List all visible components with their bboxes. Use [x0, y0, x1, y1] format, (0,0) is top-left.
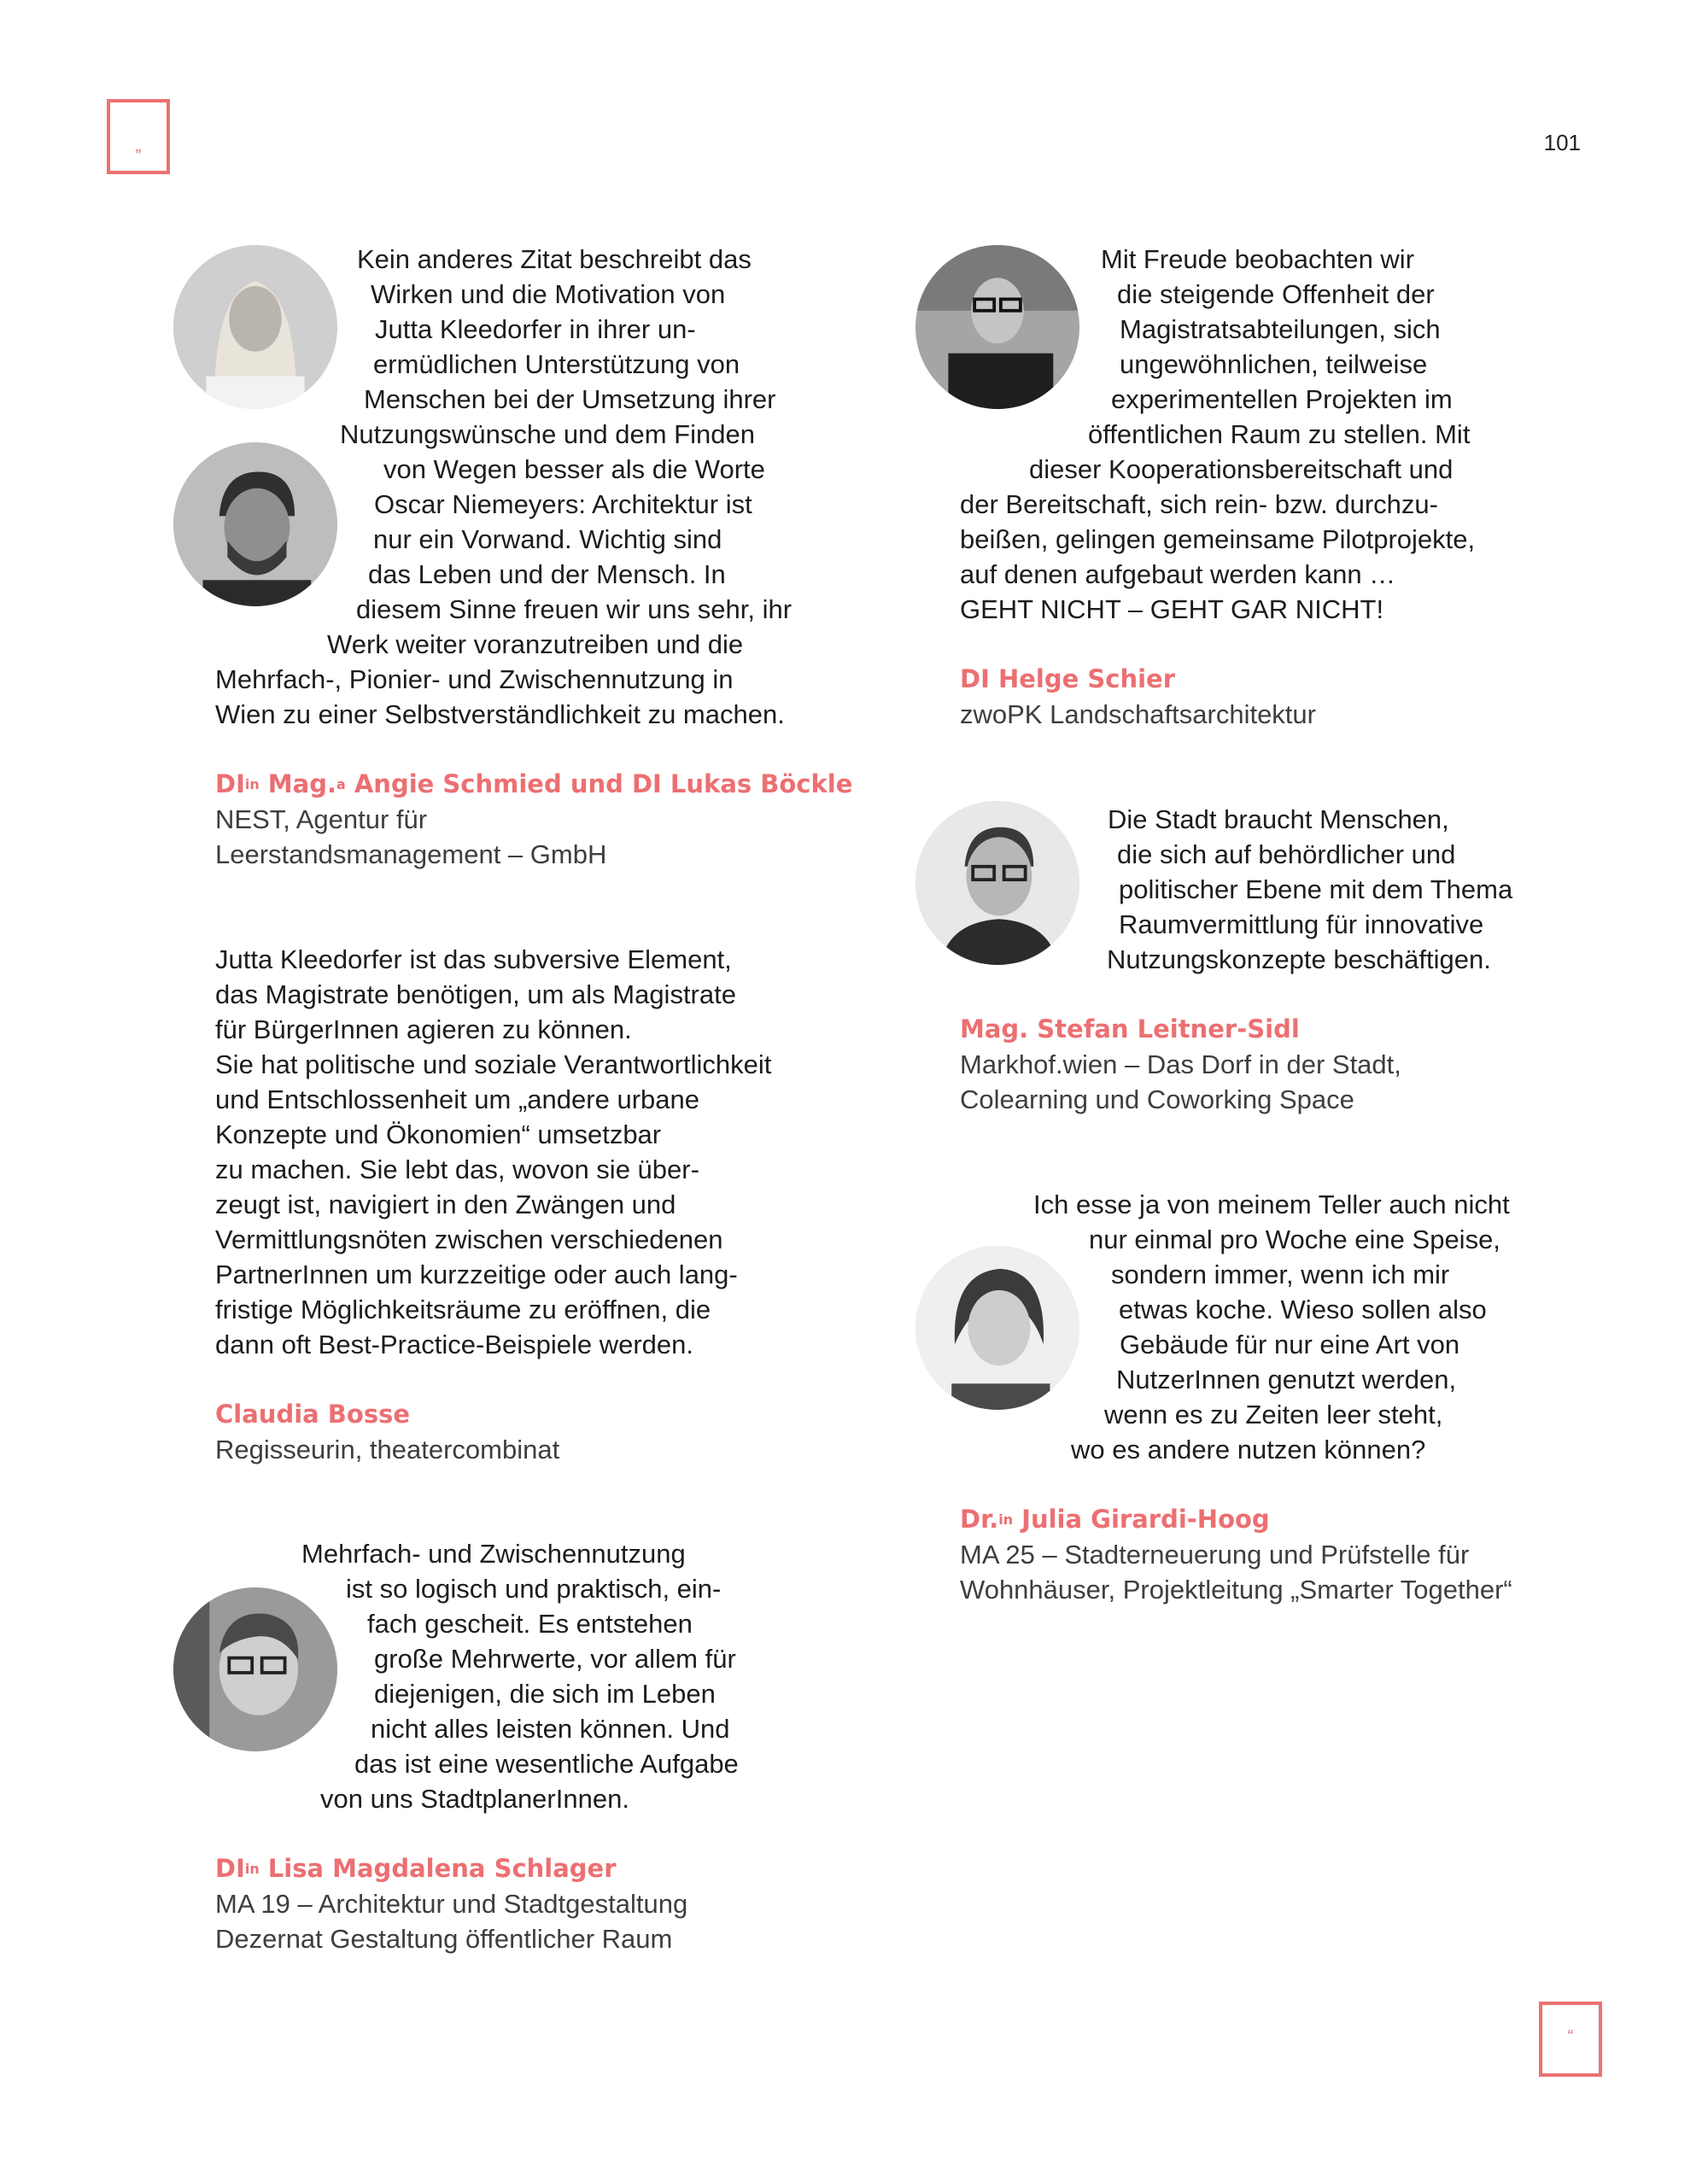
quote-block-stefan-leitner-sidl	[960, 802, 1512, 1117]
opening-quote-mark: „	[107, 99, 170, 174]
author-name: $DI^{in}$ Lisa Magdalena Schlager	[215, 1854, 617, 1883]
quote-block-lisa-schlager	[215, 1536, 739, 1956]
quote-text: Mit Freude beobachten wir die steigende Offenheit der Magistratsabteilungen, sich ungewöhnlichen, teilweise experimentellen Projekten im öffentlichen Raum zu stellen. Mit dieser Kooperationsbereitschaft und der Bereitschaft, sich rein- bzw. durchzu- beißen, gelingen gemeinsame Pilotprojekte, auf denen aufgebaut werden kann … GEHT NICHT – GEHT GAR NICHT!	[960, 244, 1476, 624]
quote-block-claudia-bosse	[215, 942, 771, 1467]
quote-text: Ich esse ja von meinem Teller auch nicht nur einmal pro Woche eine Speise, sondern immer, wenn ich mir etwas koche. Wieso sollen also Gebäude für nur eine Art von NutzerInnen genutzt werden, wenn es zu Zeiten leer steht, wo es andere nutzen können?	[1033, 1190, 1510, 1464]
quote-block-schmied-boeckle	[215, 242, 852, 872]
author-name: Claudia Bosse	[215, 1400, 411, 1429]
quote-block-helge-schier	[960, 242, 1475, 732]
author-organisation: Regisseurin, theatercombinat	[215, 1435, 560, 1464]
quote-block-julia-girardi-hoog	[960, 1187, 1512, 1607]
quote-text: Kein anderes Zitat beschreibt das Wirken und die Motivation von Jutta Kleedorfer in ihrer un- ermüdlichen Unterstützung von Menschen bei der Umsetzung ihrer Nutzungswünsche und dem Finden von Wegen besser als die Worte Oscar Niemeyers: Architektur ist nur ein Vorwand. Wichtig sind das Leben und der Mensch. In diesem Sinne freuen wir uns sehr, ihr Werk weiter voranzutreiben und die Mehrfach-, Pionier- und Zwischennutzung in Wien zu einer Selbstverständlichkeit zu machen.	[215, 244, 793, 729]
author-name: DI Helge Schier	[960, 664, 1175, 693]
author-organisation: zwoPK Landschaftsarchitektur	[960, 699, 1316, 729]
author-organisation: NEST, Agentur für Leerstandsmanagement – GmbH	[215, 804, 607, 869]
author-organisation: MA 19 – Architektur und Stadtgestaltung Dezernat Gestaltung öffentlicher Raum	[215, 1889, 688, 1954]
author-organisation: Markhof.wien – Das Dorf in der Stadt, Colearning und Coworking Space	[960, 1049, 1401, 1114]
quote-text: Jutta Kleedorfer ist das subversive Element, das Magistrate benötigen, um als Magistrate für BürgerInnen agieren zu können. Sie hat politische und soziale Verantwortlichkeit und Entschlossenheit um „andere urbane Konzepte und Ökonomien“ umsetzbar zu machen. Sie lebt das, wovon sie über- zeugt ist, navigiert in den Zwängen und Vermittlungsnöten zwischen verschiedenen PartnerInnen um kurzzeitige oder auch lang- fristige Möglichkeitsräume zu eröffnen, die dann oft Best-Practice-Beispiele werden.	[215, 944, 772, 1359]
quote-text: Die Stadt braucht Menschen, die sich auf behördlicher und politischer Ebene mit dem Thema Raumvermittlung für innovative Nutzungskonzepte beschäftigen.	[1107, 804, 1513, 974]
closing-quote-mark: “	[1539, 2002, 1602, 2077]
author-name: Dr.$^{in}$ Julia Girardi-Hoog	[960, 1505, 1270, 1534]
author-organisation: MA 25 – Stadterneuerung und Prüfstelle für Wohnhäuser, Projektleitung „Smarter Together“	[960, 1540, 1512, 1605]
author-name: Mag. Stefan Leitner-Sidl	[960, 1014, 1300, 1043]
author-name: $DI^{in}$ Mag.$^a$ Angie Schmied und DI Lukas Böckle	[215, 769, 853, 798]
quote-text: Mehrfach- und Zwischennutzung ist so logisch und praktisch, ein- fach gescheit. Es entstehen große Mehrwerte, vor allem für diejenigen, die sich im Leben nicht alles leisten können. Und das ist eine wesentliche Aufgabe von uns StadtplanerInnen.	[301, 1539, 739, 1814]
page-number: 101	[1543, 130, 1581, 155]
